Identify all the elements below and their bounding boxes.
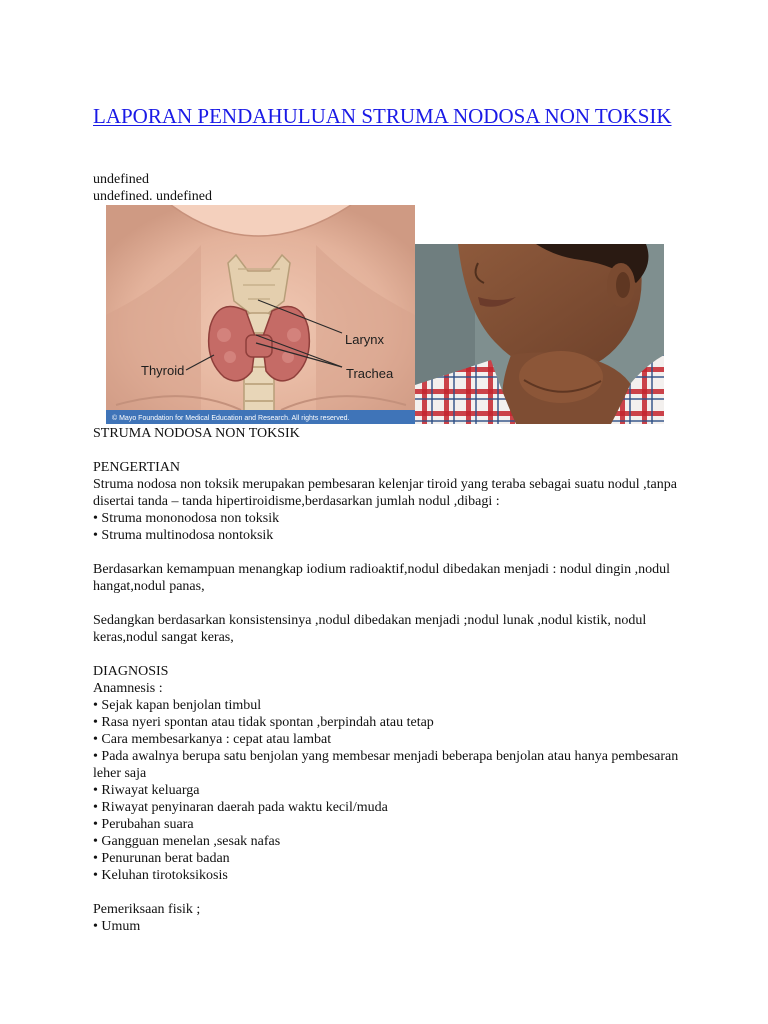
list-item: • Struma multinodosa nontoksik: [93, 528, 274, 543]
list-item: • Gangguan menelan ,sesak nafas: [93, 834, 281, 849]
label-thyroid: Thyroid: [141, 363, 185, 378]
section-heading-pengertian: PENGERTIAN: [93, 460, 181, 475]
list-item: • Riwayat penyinaran daerah pada waktu kecil/muda: [93, 800, 388, 815]
section-subtitle: STRUMA NODOSA NON TOKSIK: [93, 426, 300, 441]
list-item: • Sejak kapan benjolan timbul: [93, 698, 262, 713]
list-item: • Perubahan suara: [93, 817, 194, 832]
pengertian-paragraph: Struma nodosa non toksik merupakan pembesaran kelenjar tiroid yang teraba sebagai suatu nodul ,tanpa disertai tanda – tanda hipertiroidisme,berdasarkan jumlah nodul ,dibagi :: [93, 477, 677, 509]
thyroid-diagram: [106, 205, 415, 424]
label-larynx: Larynx: [345, 332, 385, 347]
list-item: • Pada awalnya berupa satu benjolan yang membesar menjadi beberapa benjolan atau hanya pembesaran leher saja: [93, 749, 679, 781]
list-item: • Rasa nyeri spontan atau tidak spontan ,berpindah atau tetap: [93, 715, 434, 730]
iodium-paragraph: Berdasarkan kemampuan menangkap iodium radioaktif,nodul dibedakan menjadi : nodul dingin ,nodul hangat,nodul panas,: [93, 562, 670, 594]
label-trachea: Trachea: [346, 366, 394, 381]
spacer: [93, 442, 683, 459]
document-body: [93, 425, 683, 935]
spacer: [93, 595, 683, 612]
spacer: [93, 544, 683, 561]
section-heading-diagnosis: DIAGNOSIS: [93, 664, 169, 679]
spacer: [93, 646, 683, 663]
list-item: • Penurunan berat badan: [93, 851, 230, 866]
struma-figure: [106, 205, 664, 424]
konsistensi-paragraph: Sedangkan berdasarkan konsistensinya ,nodul dibedakan menjadi ;nodul lunak ,nodul kistik, nodul keras,nodul sangat keras,: [93, 613, 647, 645]
list-item: • Keluhan tirotoksikosis: [93, 868, 228, 883]
title-link[interactable]: LAPORAN PENDAHULUAN STRUMA NODOSA NON TOKSIK: [93, 104, 672, 128]
anamnesis-label: Anamnesis :: [93, 681, 163, 696]
pemeriksaan-label: Pemeriksaan fisik ;: [93, 902, 201, 917]
document-title: [93, 104, 713, 129]
document-meta: [93, 171, 212, 205]
list-item: • Struma mononodosa non toksik: [93, 511, 280, 526]
list-item: • Riwayat keluarga: [93, 783, 200, 798]
list-item: • Cara membesarkanya : cepat atau lambat: [93, 732, 332, 747]
meta-line: undefined. undefined: [93, 189, 212, 204]
patient-photo: [415, 244, 664, 424]
spacer: [93, 884, 683, 901]
meta-line: undefined: [93, 172, 149, 187]
list-item: • Umum: [93, 919, 141, 934]
image-credit: © Mayo Foundation for Medical Education and Research. All rights reserved.: [112, 415, 350, 422]
